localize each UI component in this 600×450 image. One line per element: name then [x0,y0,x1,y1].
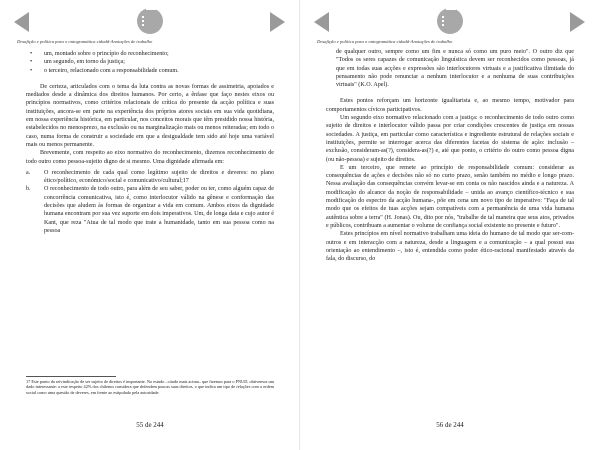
paragraph: de qualquer outro, sempre como um fim e nunca só como um puro meio". O outro diz que "Todos os seres capazes de comunicação linguística devem ser reconhecidos como pessoas, já que em todas suas acções e expressões são interlocutores virtuais e a justificativa ilimitada do pensamento não pode renunciar a nenhum interlocutor e a nenhuma de suas contribuições virtuais" (K.O. Apel). [336,49,574,89]
footnote-rule [26,376,116,377]
list-marker: a. [26,169,31,176]
paragraph: Estes pontos reforçam um horizonte igualitarista e, ao mesmo tempo, motivador para comportamentos cívicos participativos. [326,98,574,113]
list-item-text: O reconhecimento de cada qual como legítimo sujeito de direitos e deveres: no plano ético/político, económico/social e comunicativo/cultural;17 [44,169,274,185]
page-body [326,48,574,263]
running-header: Desafição e política para o ontogramática cidadã-Anotações de trabalho [317,39,453,44]
list-menu-icon[interactable] [137,8,163,34]
chevron-right-icon[interactable] [270,12,285,32]
list-menu-icon[interactable] [437,8,463,34]
list-marker: b. [26,186,31,193]
lettered-list [26,169,274,235]
list-item: • um, montado sobre o princípio do reconhecimento; [26,50,274,58]
list-item [26,169,274,186]
footnote: 17 Este ponto da reivindicação de ser sujeito de direitos é importante. No estudo –citado mais acima– que fizemos para o PNUD, obtivemos um dado interessante: a este respeito 42% dos chilenos considera que defendem poucas suas direitos, o que indica um tipo de relações com a ordem social como uma questão de deveres, em frente ao estipulado pela autoridade. [26,379,274,395]
chevron-left-icon[interactable] [314,12,329,32]
chevron-left-icon[interactable] [14,12,29,32]
list-item: • o terceiro, relacionado com a responsabilidade comum. [26,67,274,75]
list-item [26,185,274,235]
list-item: • um segundo, em torno da justiça; [26,58,274,66]
running-header: Desafição e política para o ontogramática cidadã-Anotações de trabalho [17,39,153,44]
page-number: 55 de 244 [136,421,164,429]
paragraph: De certeza, articulados com o tema da luta contra as novas formas de assimetria, apoiados e mediados desde a dinâmica dos direitos humanos. Por certo, a ênfase que faço nestes eixos ou princípios normativos, como critérios relacionais de crítica do presente da acção política e suas instituições, ancora-se em parte na experiência dos próprios atores sociais em sua vida quotidiana, em nossa experiência histórica, em particular, nos conceitos morais que têm presidido nossa história, estabelecidos no menosprezo, na exclusão ou na marginalização mais ou menos reiteradas; em todo o caso, numa forma de construir a sociedade em que a desigualdade tem sido até hoje uma variável mais ou menos permanente. [26,83,274,148]
quotation [326,48,574,89]
paragraph: E um terceiro, que remete ao princípio de responsabilidade comum: considerar as consequências de ações e decisões não só no curto prazo, senão também no médio e longo prazo. Nessa avaliação das consequências convém levar-se em conta os não nascidos ainda e a natureza. A modificação do alcance da noção de responsabilidade – unida ao avanço científico-técnico e sua modificação do espectro da acção humana-, põe em cena um novo tipo de imperativo: "Faça de tal modo que os efeitos de tuas acções sejam compatíveis com a permanência de uma vida humana autêntica sobre a terra" (H. Jonas). Ou, dito por nós, "trabalhe de tal maneira que seus atos, privados e públicos, contribuam a aumentar o volume de confiança social existente no presente e futuro". [326,164,574,229]
paragraph: Estes princípios em nível normativo trabalham uma ideia do humano de tal modo que ser-com-outros e em interacção com a natureza, desde a linguagem e a comunicação – a qual possui sua orientação ao entendimento –, isto é, entendida como poder ético-racional manifestado através da fala, do discurso, do [326,231,574,263]
paragraph: Brevemente, com respeito ao eixo normativo do reconhecimento, dizemos reconhecimento de todo outro como pessoa-sujeito digno de si mesmo. Uma dignidade afirmada em: [26,150,274,165]
page-number: 56 de 244 [436,421,464,429]
paragraph: Um segundo eixo normativo relacionado com a justiça: o reconhecimento de todo outro como sujeito de direitos e interlocutor válido passa por criar condições crescentes de justiça em nossas sociedades. A justiça, em particular como característica e ingrediente estrutural de relações sociais e instituições, permite se interrogar acerca das diferentes facetas do sistema de ação: inclusão – exclusão, consideram-as(?), considera-as(?) e, até que ponto, o critério do outro como pessoa digna (ou não-pessoa) e sujeito de direitos. [326,115,574,163]
right-page [300,0,600,450]
bullet-list [26,50,274,75]
chevron-right-icon[interactable] [570,12,585,32]
page-body [26,50,274,235]
list-item-text: O reconhecimento de todo outro, para além de seu saber, poder ou ter, como alguém capaz de concorrência comunicativa, isto é, como interlocutor válido na gênese e conformação das decisões que aludem às formas de organizar a vida em comum. Ambos eixos da dignidade humana encontram por sua vez suporte em dois imperativos. Um, de longa data e cujo autor é Kant, que reza "Atua de tal modo que trate a humanidade, tanto em sua pessoa como na pessoa [44,186,274,234]
